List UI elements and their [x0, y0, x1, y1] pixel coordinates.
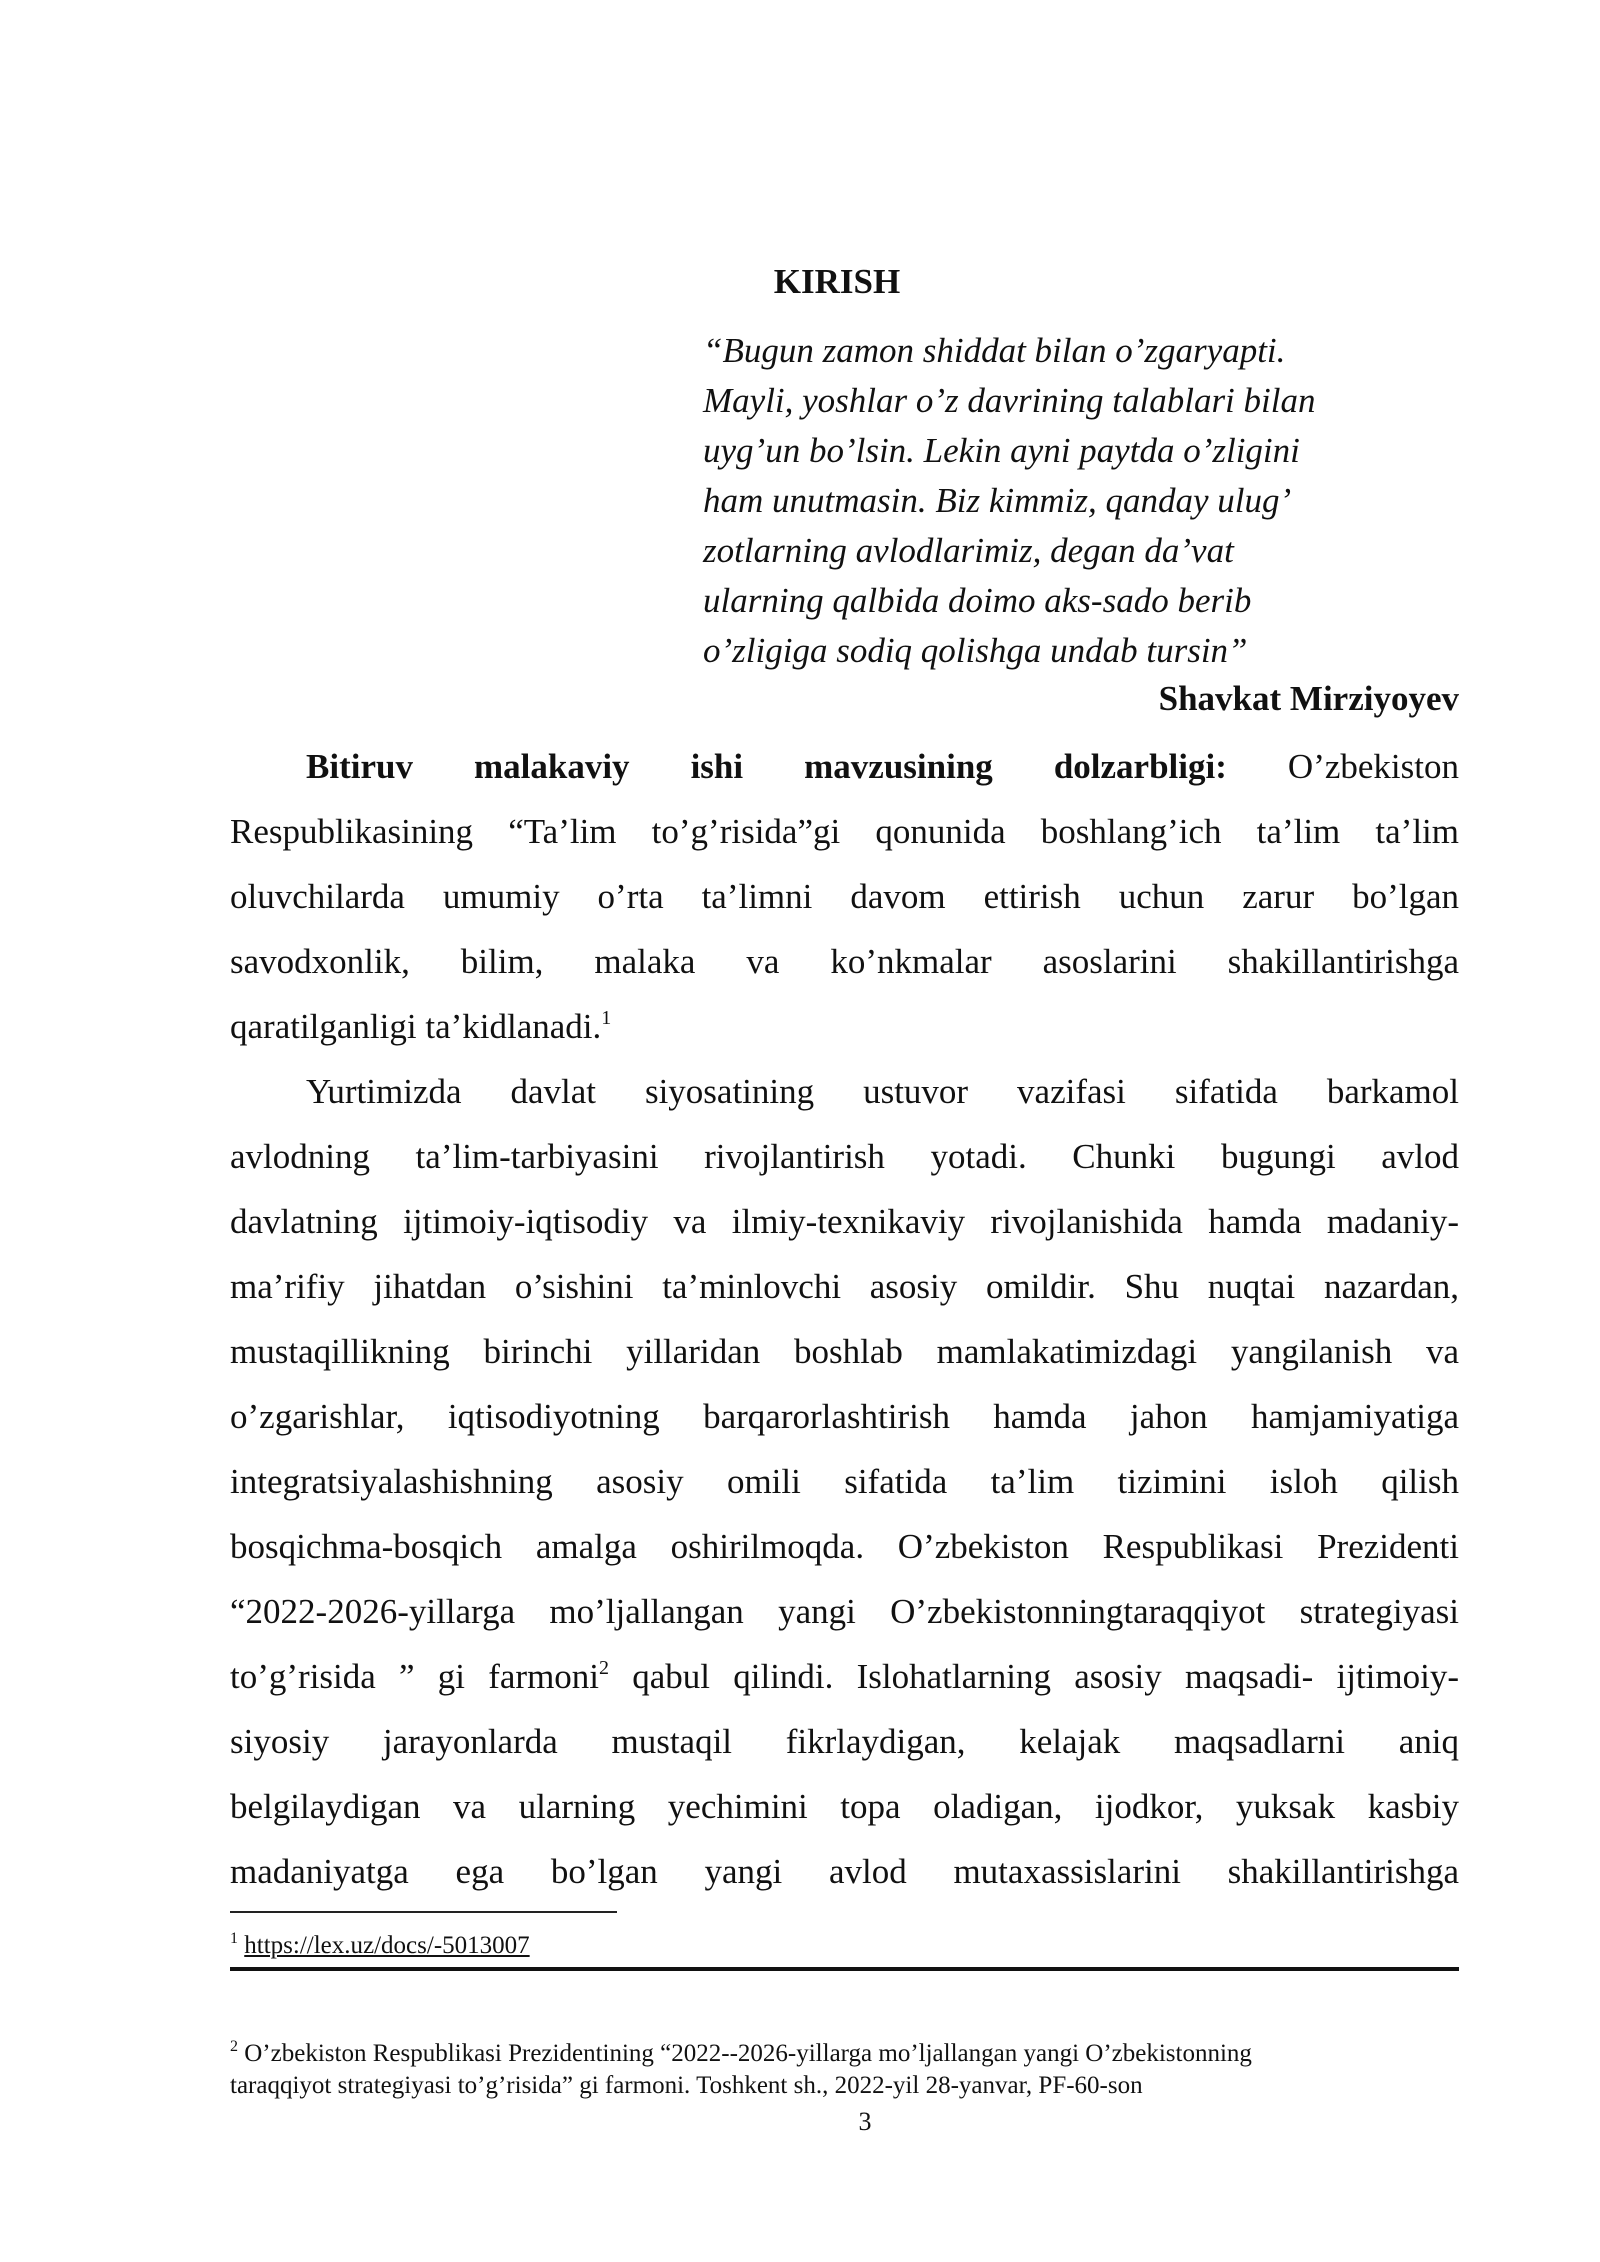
body-text [230, 734, 1459, 1904]
epigraph-line: Mayli, yoshlar o’z davrining talablari bilan [703, 381, 1316, 420]
paragraph-line: belgilaydigan va ularning yechimini topa oladigan, ijodkor, yuksak kasbiy [230, 1787, 1459, 1826]
paragraph-line: oluvchilarda umumiy o’rta ta’limni davom ettirish uchun zarur bo’lgan [230, 877, 1459, 916]
paragraph-line [230, 994, 1459, 1059]
paragraph-line: o’zgarishlar, iqtisodiyotning barqarorlashtirish hamda jahon hamjamiyatiga [230, 1397, 1459, 1436]
footnote-mark: 2 [230, 2038, 238, 2055]
paragraph-line [230, 1644, 1459, 1709]
paragraph-text: O’zbekiston [1287, 747, 1459, 786]
relevance-heading: Bitiruv malakaviy ishi mavzusining dolzarbligi: [306, 747, 1227, 786]
footnote-separator [230, 1911, 617, 1913]
epigraph-line: “Bugun zamon shiddat bilan o’zgaryapti. [703, 331, 1286, 370]
paragraph-line: Yurtimizda davlat siyosatining ustuvor vazifasi sifatida barkamol [306, 1072, 1459, 1111]
paragraph-line: mustaqillikning birinchi yillaridan boshlab mamlakatimizdagi yangilanish va [230, 1332, 1459, 1371]
epigraph-line: ularning qalbida doimo aks-sado berib [703, 581, 1252, 620]
footnote-text: O’zbekiston Respublikasi Prezidentining “2022--2026-yillarga mo’ljallangan yangi O’zbekistonning [244, 2040, 1252, 2067]
footnote-1 [230, 1928, 1030, 1964]
paragraph-line: Respublikasining “Ta’lim to’g’risida”gi qonunida boshlang’ich ta’lim ta’lim [230, 812, 1459, 851]
paragraph-line [230, 734, 1459, 799]
paragraph-line: savodxonlik, bilim, malaka va ko’nkmalar asoslarini shakillantirishga [230, 942, 1459, 981]
paragraph-text: qabul qilindi. Islohatlarning asosiy maqsadi- ijtimoiy- [609, 1657, 1459, 1696]
epigraph-line: uyg’un bo’lsin. Lekin ayni paytda o’zligini [703, 431, 1300, 470]
paragraph-line: “2022-2026-yillarga mo’ljallangan yangi O’zbekistonningtaraqqiyot strategiyasi [230, 1592, 1459, 1631]
footnote-2 [230, 2038, 1459, 2102]
paragraph-text: to’g’risida ” gi farmoni [230, 1657, 600, 1696]
paragraph-line: avlodning ta’lim-tarbiyasini rivojlantirish yotadi. Chunki bugungi avlod [230, 1137, 1459, 1176]
paragraph-line: integratsiyalashishning asosiy omili sifatida ta’lim tizimini isloh qilish [230, 1462, 1459, 1501]
paragraph-text: qaratilganligi ta’kidlanadi. [230, 1007, 602, 1046]
epigraph-line: o’zligiga sodiq qolishga undab tursin” [703, 631, 1248, 670]
page-divider [230, 1967, 1459, 1971]
footnote-line [230, 2038, 1459, 2070]
epigraph-quote [703, 326, 1463, 676]
epigraph-line: ham unutmasin. Biz kimmiz, qanday ulug’ [703, 481, 1292, 520]
epigraph-author: Shavkat Mirziyoyev [1158, 679, 1459, 718]
footnote-ref-1[interactable]: 1 [601, 1007, 612, 1029]
paragraph-line: bosqichma-bosqich amalga oshirilmoqda. O’zbekiston Respublikasi Prezidenti [230, 1527, 1459, 1566]
paragraph-line: ma’rifiy jihatdan o’sishini ta’minlovchi asosiy omildir. Shu nuqtai nazardan, [230, 1267, 1459, 1306]
paragraph-line: siyosiy jarayonlarda mustaqil fikrlaydigan, kelajak maqsadlarni aniq [230, 1722, 1459, 1761]
footnote-mark: 1 [230, 1930, 238, 1947]
footnote-ref-2[interactable]: 2 [599, 1657, 610, 1679]
footnote-line: taraqqiyot strategiyasi to’g’risida” gi farmoni. Toshkent sh., 2022-yil 28-yanvar, PF-60-son [230, 2072, 1143, 2099]
section-title: KIRISH [773, 262, 901, 301]
page-number: 3 [858, 2107, 872, 2136]
footnote-link[interactable]: https://lex.uz/docs/-5013007 [244, 1932, 530, 1959]
epigraph-line: zotlarning avlodlarimiz, degan da’vat [703, 531, 1234, 570]
paragraph-line: davlatning ijtimoiy-iqtisodiy va ilmiy-texnikaviy rivojlanishida hamda madaniy- [230, 1202, 1459, 1241]
paragraph-line: madaniyatga ega bo’lgan yangi avlod mutaxassislarini shakillantirishga [230, 1852, 1459, 1891]
